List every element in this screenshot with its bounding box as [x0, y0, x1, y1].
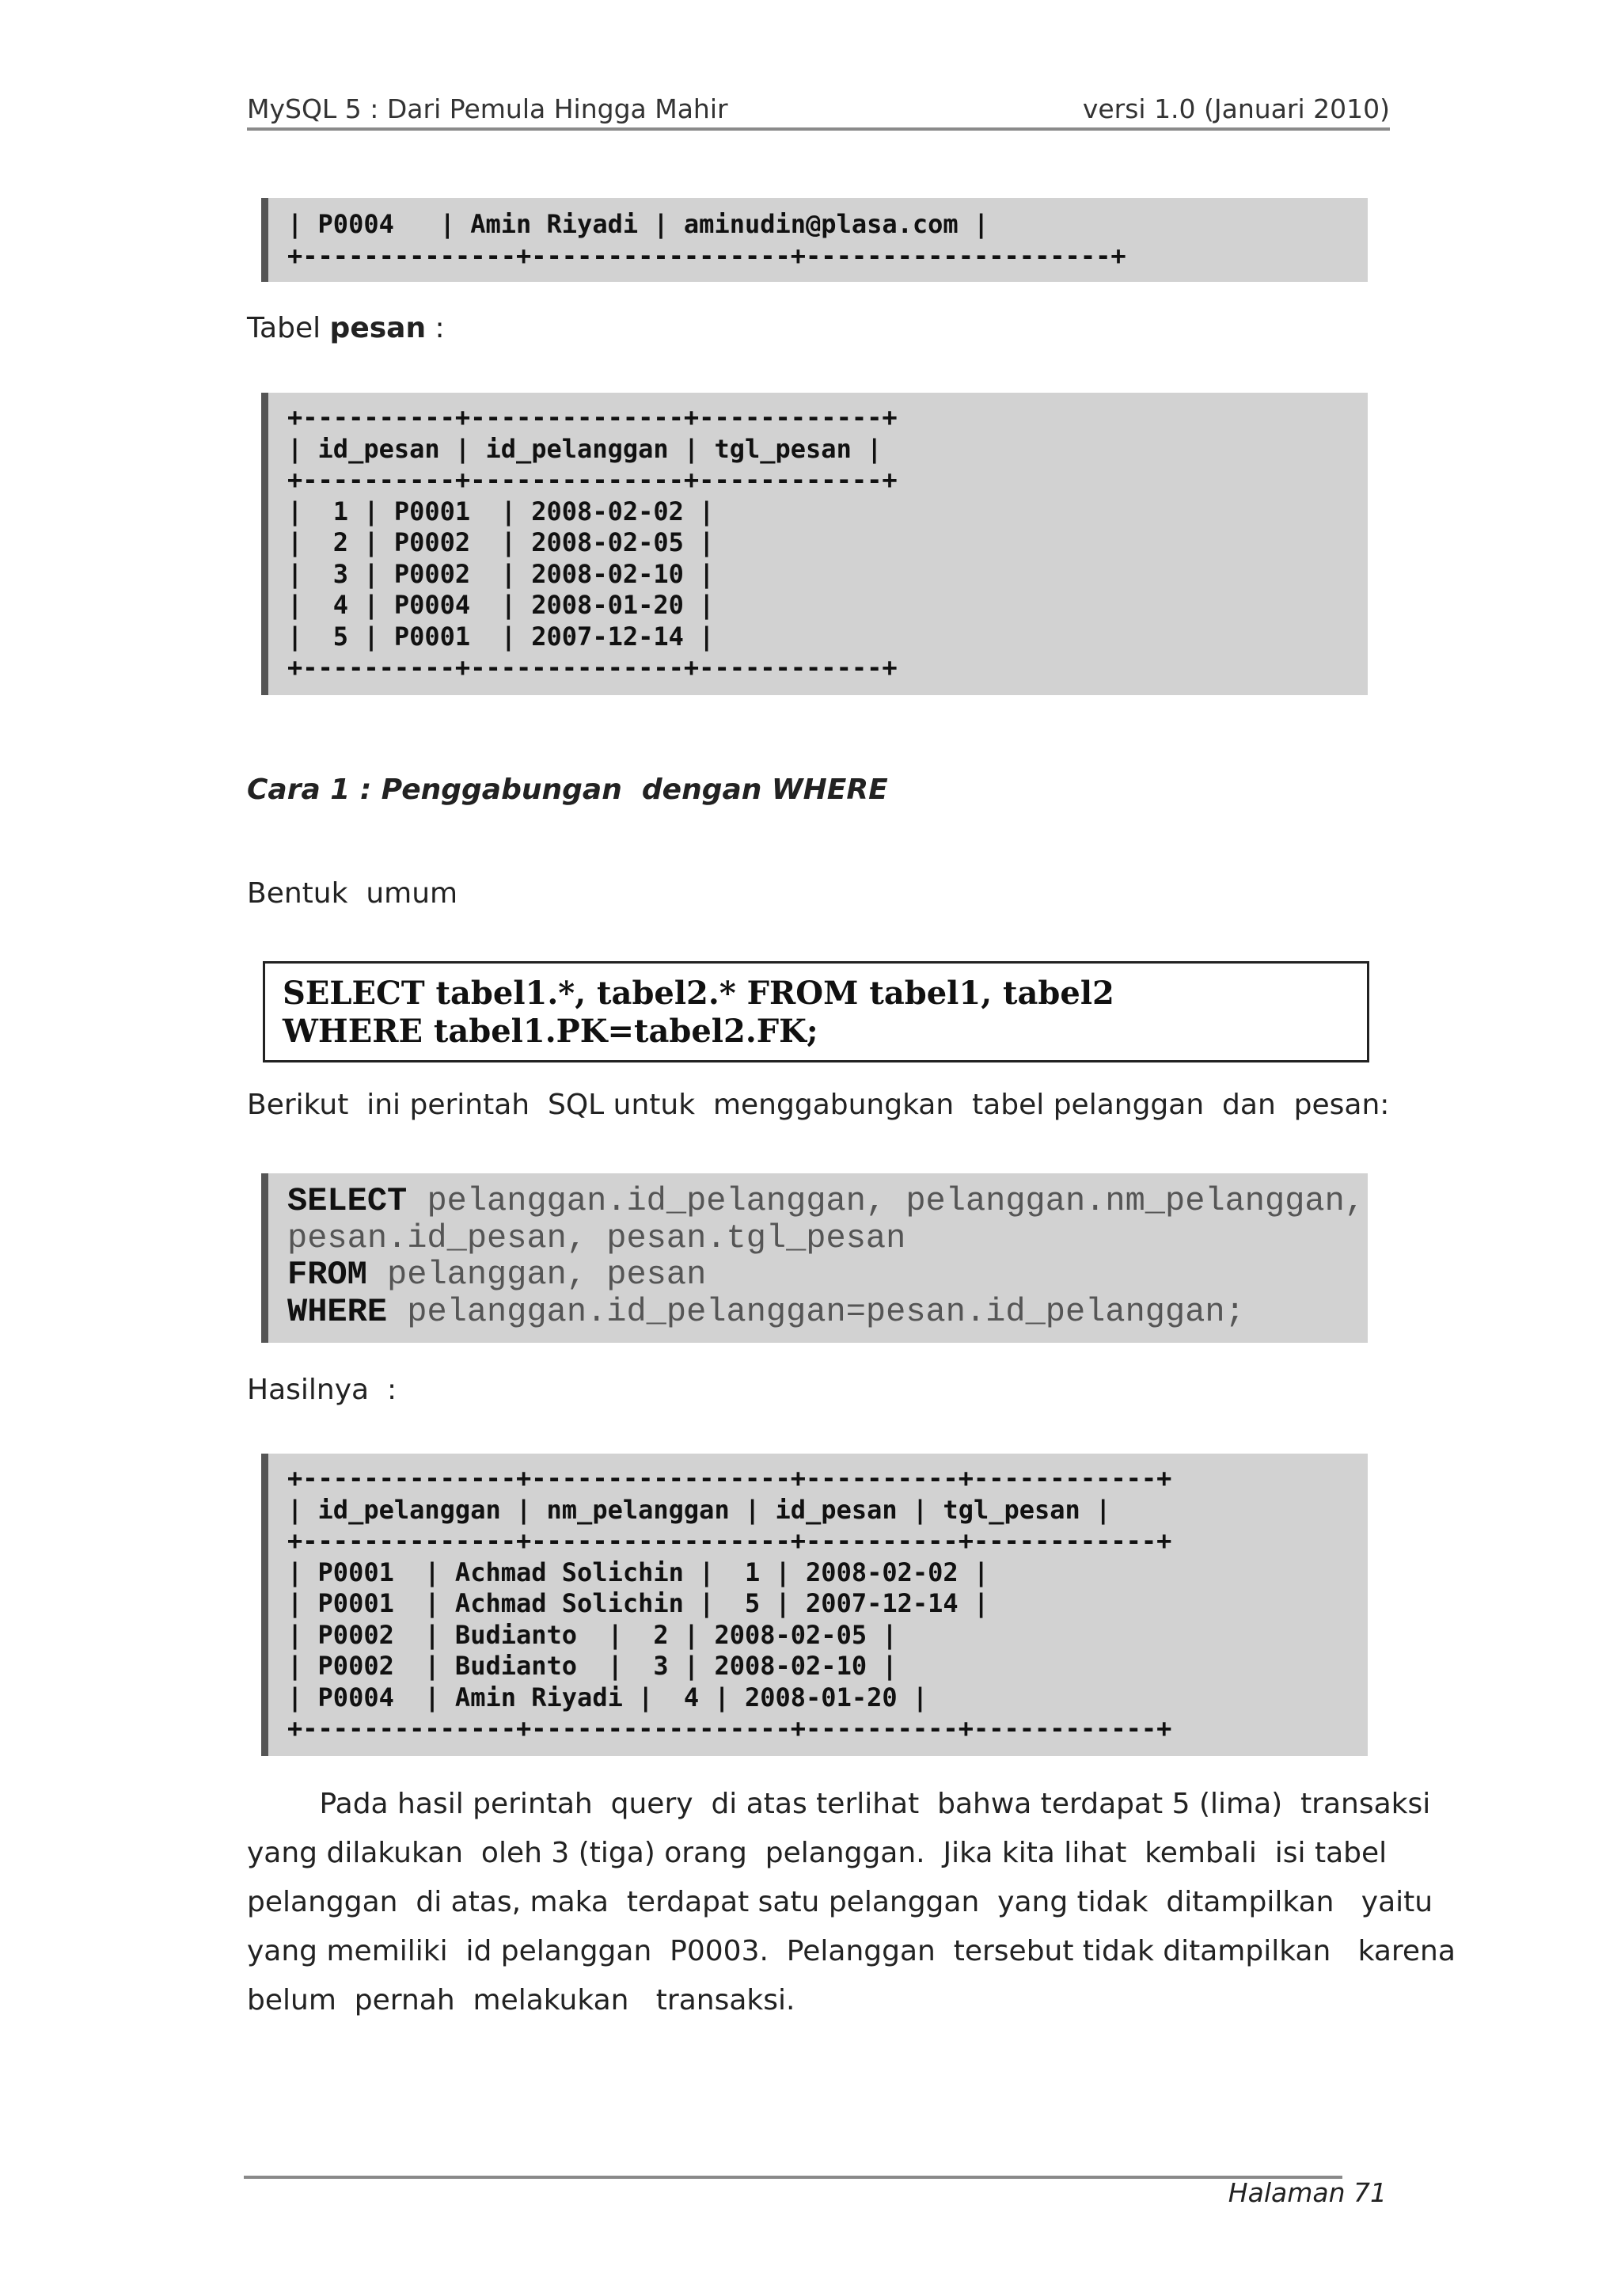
pesan-table: [261, 393, 1368, 695]
sql-line: FROM pelanggan, pesan: [287, 1256, 707, 1294]
pelanggan-table-tail: [261, 198, 1368, 282]
code-line: | id_pelanggan | nm_pelanggan | id_pesan | tgl_pesan |: [287, 1494, 1111, 1525]
code-line: +--------------+-----------------+----------+------------+: [287, 1526, 1172, 1556]
sql-line: WHERE pelanggan.id_pelanggan=pesan.id_pelanggan;: [287, 1292, 1245, 1331]
code-line: | 2 | P0002 | 2008-02-05 |: [287, 527, 715, 557]
paragraph-line: yang memiliki id pelanggan P0003. Pelanggan tersebut tidak ditampilkan karena: [247, 1935, 1456, 1967]
code-line: | P0004 | Amin Riyadi | 4 | 2008-01-20 |: [287, 1682, 928, 1712]
header-version: versi 1.0 (Januari 2010): [1082, 93, 1390, 124]
sql-keyword: FROM: [287, 1256, 367, 1294]
code-line: +--------------+-----------------+----------+------------+: [287, 1463, 1172, 1493]
intro-sql-text: Berikut ini perintah SQL untuk menggabungkan tabel pelanggan dan pesan:: [247, 1089, 1390, 1121]
code-line: | P0004 | Amin Riyadi | aminudin@plasa.com |: [287, 209, 989, 239]
syntax-line: SELECT tabel1.*, tabel2.* FROM tabel1, tabel2: [283, 975, 1114, 1012]
explanation-paragraph: [247, 1780, 1456, 2025]
code-line: +--------------+-----------------+----------+------------+: [287, 1713, 1172, 1743]
code-line: | 4 | P0004 | 2008-01-20 |: [287, 590, 715, 620]
code-line: | P0001 | Achmad Solichin | 5 | 2007-12-14 |: [287, 1588, 989, 1618]
code-line: | 3 | P0002 | 2008-02-10 |: [287, 558, 715, 589]
result-table: [261, 1454, 1368, 1756]
sql-line: pesan.id_pesan, pesan.tgl_pesan: [287, 1218, 906, 1257]
hasilnya-label: Hasilnya :: [247, 1374, 397, 1406]
code-line: +--------------+-----------------+--------------------+: [287, 240, 1126, 271]
code-line: +----------+--------------+------------+: [287, 652, 898, 682]
sql-keyword: WHERE: [287, 1292, 388, 1331]
paragraph-line: pelanggan di atas, maka terdapat satu pelanggan yang tidak ditampilkan yaitu: [247, 1886, 1433, 1918]
footer-divider: [244, 2176, 1342, 2179]
section-heading: Cara 1 : Penggabungan dengan WHERE: [247, 774, 888, 806]
code-line: | P0002 | Budianto | 3 | 2008-02-10 |: [287, 1651, 898, 1681]
code-line: | 1 | P0001 | 2008-02-02 |: [287, 496, 715, 526]
bentuk-umum-label: Bentuk umum: [247, 877, 458, 910]
sql-line: SELECT pelanggan.id_pelanggan, pelanggan.nm_pelanggan,: [287, 1182, 1365, 1220]
sql-keyword: SELECT: [287, 1182, 408, 1220]
code-line: | P0001 | Achmad Solichin | 1 | 2008-02-02 |: [287, 1557, 989, 1587]
header-divider: [247, 127, 1390, 131]
syntax-line: WHERE tabel1.PK=tabel2.FK;: [283, 1013, 818, 1050]
code-line: | id_pesan | id_pelanggan | tgl_pesan |: [287, 433, 883, 464]
code-line: | P0002 | Budianto | 2 | 2008-02-05 |: [287, 1619, 898, 1650]
code-line: | 5 | P0001 | 2007-12-14 |: [287, 621, 715, 652]
paragraph-line: belum pernah melakukan transaksi.: [247, 1984, 795, 2017]
header-book-title: MySQL 5 : Dari Pemula Hingga Mahir: [247, 93, 728, 124]
pesan-table-name: pesan: [329, 312, 427, 344]
page-number: Halaman 71: [1228, 2177, 1387, 2208]
generic-syntax-box: [263, 961, 1369, 1062]
paragraph-line: Pada hasil perintah query di atas terlihat bahwa terdapat 5 (lima) transaksi: [247, 1788, 1431, 1820]
pesan-caption: Tabel pesan :: [247, 312, 445, 344]
sql-query-box: [261, 1173, 1368, 1343]
paragraph-line: yang dilakukan oleh 3 (tiga) orang pelanggan. Jika kita lihat kembali isi tabel: [247, 1837, 1388, 1869]
code-line: +----------+--------------+------------+: [287, 402, 898, 432]
code-line: +----------+--------------+------------+: [287, 465, 898, 495]
